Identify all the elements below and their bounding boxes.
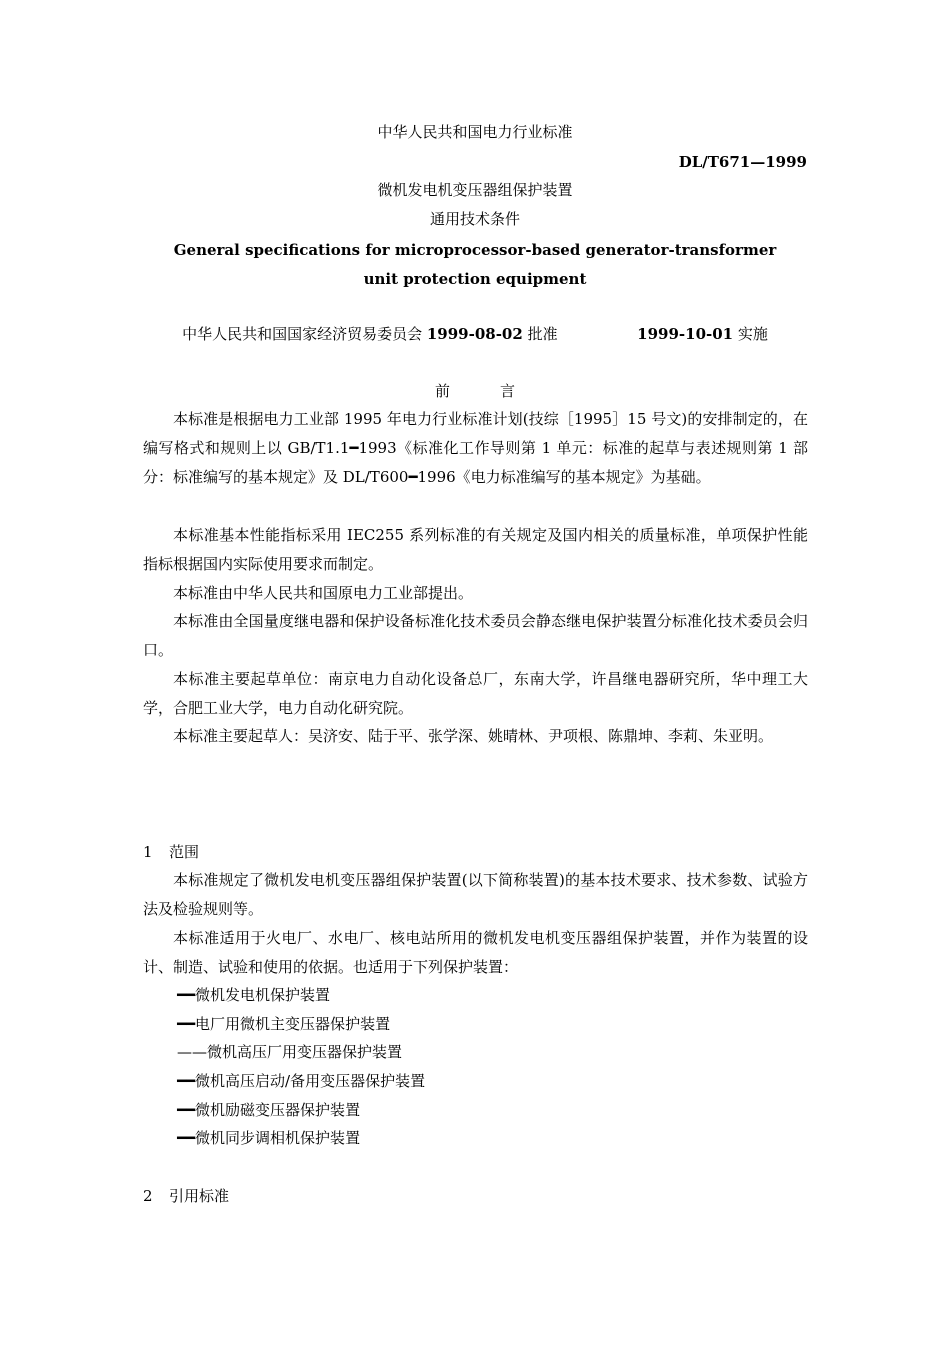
preface-paragraph: 本标准主要起草单位：南京电力自动化设备总厂，东南大学，许昌继电器研究所，华中理工大学，合肥工业大学，电力自动化研究院。 — [143, 670, 808, 717]
section-1-paragraph: 本标准适用于火电厂、水电厂、核电站所用的微机发电机变压器组保护装置，并作为装置的设计、制造、试验和使用的依据。也适用于下列保护装置： — [143, 929, 808, 976]
preface-paragraph: 本标准由中华人民共和国原电力工业部提出。 — [173, 584, 474, 602]
title-en-line2: unit protection equipment — [363, 270, 587, 288]
section-title: 引用标准 — [169, 1187, 230, 1205]
preface-paragraph: 本标准主要起草人：吴济安、陆于平、张学深、姚晴林、尹项根、陈鼎坤、李莉、朱亚明。 — [173, 727, 774, 745]
title-cn-line2: 通用技术条件 — [429, 210, 520, 228]
standard-code: DL/T671—1999 — [678, 153, 807, 171]
list-item: ━━电厂用微机主变压器保护装置 — [177, 1015, 391, 1033]
effective-date: 1999-10-01 — [637, 325, 734, 343]
section-title: 范围 — [169, 843, 200, 861]
standard-category: 中华人民共和国电力行业标准 — [377, 123, 573, 141]
approval-line — [0, 324, 950, 344]
preface-paragraph: 本标准是根据电力工业部 1995 年电力行业标准计划(技综［1995］15 号文)的安排制定的，在编写格式和规则上以 GB/T1.1━1993《标准化工作导则第 1 单元：标准的起草与表述规则第 1 部分：标准编写的基本规定》及 DL/T600━1996《电力标准编写的基本规定》为基础。 — [143, 410, 808, 486]
approve-date: 1999-08-02 — [426, 325, 523, 343]
section-number: 1 — [143, 843, 153, 861]
section-1-heading — [143, 842, 199, 862]
approve-label: 批准 — [527, 325, 558, 343]
issuer: 中华人民共和国国家经济贸易委员会 — [182, 325, 423, 343]
section-1-paragraph: 本标准规定了微机发电机变压器组保护装置(以下简称装置)的基本技术要求、技术参数、试验方法及检验规则等。 — [143, 871, 808, 918]
title-en-line1: General specifications for microprocessor-based generator-transformer — [173, 241, 777, 259]
title-cn-line1: 微机发电机变压器组保护装置 — [377, 181, 573, 199]
list-item: ━━微机同步调相机保护装置 — [177, 1129, 361, 1147]
section-number: 2 — [143, 1187, 153, 1205]
effective-label: 实施 — [737, 325, 768, 343]
list-item: ━━微机发电机保护装置 — [177, 986, 331, 1004]
preface-paragraph: 本标准基本性能指标采用 IEC255 系列标准的有关规定及国内相关的质量标准，单项保护性能指标根据国内实际使用要求而制定。 — [143, 526, 808, 573]
list-item: ——微机高压厂用变压器保护装置 — [177, 1043, 403, 1061]
list-item: ━━微机高压启动/备用变压器保护装置 — [177, 1072, 426, 1090]
preface-paragraph: 本标准由全国量度继电器和保护设备标准化技术委员会静态继电保护装置分标准化技术委员会归口。 — [143, 612, 808, 659]
list-item: ━━微机励磁变压器保护装置 — [177, 1101, 361, 1119]
section-2-heading — [143, 1186, 229, 1206]
preface-title: 前 言 — [434, 382, 516, 400]
